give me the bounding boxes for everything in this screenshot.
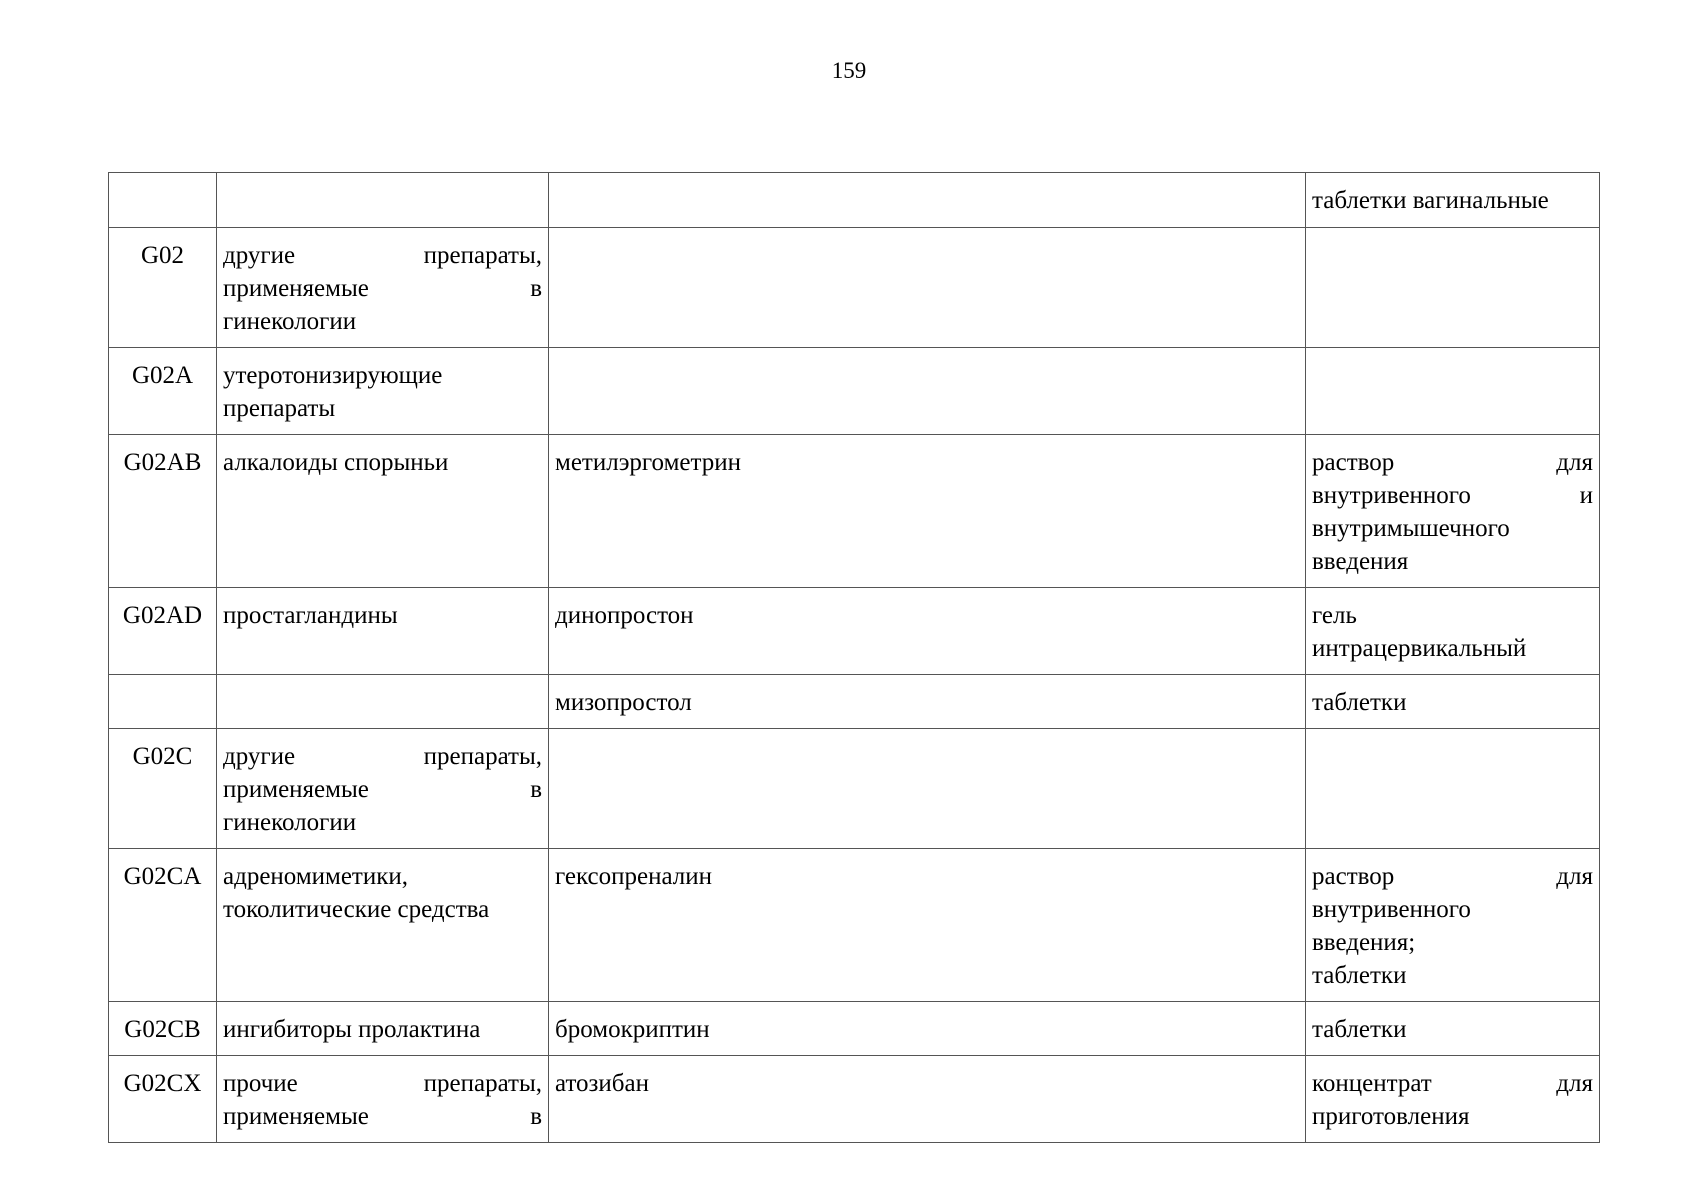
form-cell (1306, 1002, 1600, 1056)
form-line: введения (1312, 548, 1409, 575)
atc-code-cell (109, 675, 217, 729)
group-line: прочие препараты, (223, 1070, 542, 1097)
form-line: концентрат для (1312, 1070, 1593, 1097)
form-cell (1306, 588, 1600, 675)
form-cell (1306, 1056, 1600, 1143)
group-line: гинекологии (223, 308, 357, 335)
form-cell (1306, 228, 1600, 348)
atc-code-cell: G02CB (109, 1002, 217, 1056)
form-cell (1306, 435, 1600, 588)
group-line: гинекологии (223, 809, 357, 836)
form-line: приготовления (1312, 1103, 1470, 1130)
group-cell (217, 228, 549, 348)
form-line: раствор для (1312, 449, 1593, 476)
form-cell (1306, 729, 1600, 849)
group-cell (217, 348, 549, 435)
form-line: внутривенного (1312, 896, 1471, 923)
form-line: таблетки (1312, 1016, 1407, 1043)
group-line: препараты (223, 395, 336, 422)
form-cell (1306, 348, 1600, 435)
table-row (109, 173, 1600, 228)
form-cell (1306, 675, 1600, 729)
group-line: другие препараты, (223, 242, 542, 269)
form-line: таблетки (1312, 962, 1407, 989)
table-row (109, 1002, 1600, 1056)
form-line: интрацервикальный (1312, 635, 1527, 662)
form-line: таблетки (1312, 689, 1407, 716)
group-cell (217, 435, 549, 588)
atc-code-cell: G02AD (109, 588, 217, 675)
group-line: другие препараты, (223, 743, 542, 770)
group-line: токолитические средства (223, 896, 490, 923)
group-line: ингибиторы пролактина (223, 1016, 481, 1043)
group-cell (217, 588, 549, 675)
medication-table (108, 172, 1600, 1143)
drug-cell (549, 348, 1306, 435)
drug-cell: динопростон (549, 588, 1306, 675)
group-cell (217, 1056, 549, 1143)
group-cell (217, 849, 549, 1002)
form-line: введения; (1312, 929, 1416, 956)
table-row (109, 675, 1600, 729)
atc-code-cell: G02 (109, 228, 217, 348)
atc-code-cell: G02A (109, 348, 217, 435)
form-line: внутримышечного (1312, 515, 1510, 542)
table-row (109, 849, 1600, 1002)
drug-cell: мизопростол (549, 675, 1306, 729)
table-row (109, 348, 1600, 435)
atc-code-cell: G02CX (109, 1056, 217, 1143)
atc-code-cell: G02C (109, 729, 217, 849)
atc-code-cell: G02AB (109, 435, 217, 588)
atc-code-cell: G02CA (109, 849, 217, 1002)
group-line: применяемые в (223, 1103, 542, 1130)
drug-cell: бромокриптин (549, 1002, 1306, 1056)
form-line: раствор для (1312, 863, 1593, 890)
drug-cell: метилэргометрин (549, 435, 1306, 588)
form-line: таблетки вагинальные (1312, 187, 1549, 214)
group-line: адреномиметики, (223, 863, 409, 890)
drug-cell: атозибан (549, 1056, 1306, 1143)
form-cell (1306, 849, 1600, 1002)
form-line: внутривенного и (1312, 482, 1593, 509)
drug-cell (549, 729, 1306, 849)
form-line: гель (1312, 602, 1357, 629)
group-line: применяемые в (223, 275, 542, 302)
group-line: утеротонизирующие (223, 362, 443, 389)
table-row (109, 435, 1600, 588)
group-cell (217, 675, 549, 729)
table-row (109, 228, 1600, 348)
drug-cell: гексопреналин (549, 849, 1306, 1002)
table-row (109, 588, 1600, 675)
table-row (109, 729, 1600, 849)
group-line: простагландины (223, 602, 398, 629)
group-cell (217, 729, 549, 849)
group-cell (217, 1002, 549, 1056)
group-line: применяемые в (223, 776, 542, 803)
drug-cell (549, 228, 1306, 348)
atc-code-cell (109, 173, 217, 228)
form-cell (1306, 173, 1600, 228)
page-number: 159 (831, 58, 867, 83)
drug-cell (549, 173, 1306, 228)
group-line: алкалоиды спорыньи (223, 449, 449, 476)
group-cell (217, 173, 549, 228)
table-row (109, 1056, 1600, 1143)
